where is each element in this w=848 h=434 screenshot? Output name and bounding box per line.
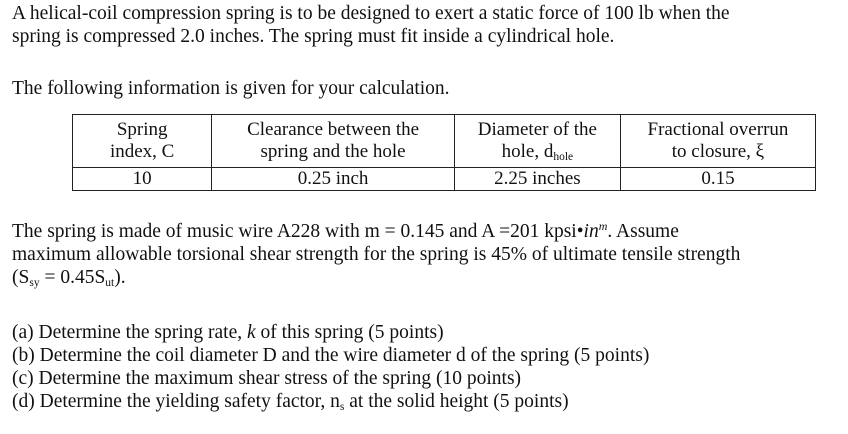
- question-b: (b) Determine the coil diameter D and the wire diameter d of the spring (5 points): [12, 345, 650, 366]
- material-line-2: maximum allowable torsional shear strength for the spring is 45% of ultimate tensile strength: [12, 244, 741, 265]
- value-clearance: 0.25 inch: [212, 168, 455, 191]
- given-line: The following information is given for your calculation.: [12, 78, 450, 99]
- header-fractional-overrun: Fractional overrun to closure, ξ: [620, 115, 815, 168]
- material-paragraph: [12, 220, 842, 289]
- header-clearance: Clearance between the spring and the hole: [212, 115, 455, 168]
- value-fractional-overrun: 0.15: [620, 168, 815, 191]
- table-header-row: [73, 115, 816, 168]
- question-a: (a) Determine the spring rate, k of this spring (5 points): [12, 322, 444, 343]
- material-line-3: $(S_{sy} = 0.45S_{ut})$.: [12, 267, 126, 289]
- given-info-text: [12, 77, 842, 100]
- intro-line-2: spring is compressed 2.0 inches. The spring must fit inside a cylindrical hole.: [12, 26, 615, 47]
- questions-list: [12, 321, 842, 413]
- value-spring-index: 10: [73, 168, 212, 191]
- value-hole-diameter: 2.25 inches: [454, 168, 620, 191]
- table-value-row: [73, 168, 816, 191]
- material-line-1: The spring is made of music wire A228 with m = 0.145 and A =201 $kpsi•in^m$. Assume: [12, 219, 679, 242]
- problem-intro: [12, 2, 842, 48]
- header-spring-index: Spring index, C: [73, 115, 212, 168]
- question-c: (c) Determine the maximum shear stress of the spring (10 points): [12, 368, 522, 389]
- question-d: (d) Determine the yielding safety factor, $n_s$ at the solid height (5 points): [12, 391, 569, 413]
- intro-line-1: A helical-coil compression spring is to be designed to exert a static force of 100 lb when the: [12, 3, 730, 24]
- header-hole-diameter: Diameter of the hole, $d_{hole}$: [454, 115, 620, 168]
- given-info-table: [72, 114, 816, 191]
